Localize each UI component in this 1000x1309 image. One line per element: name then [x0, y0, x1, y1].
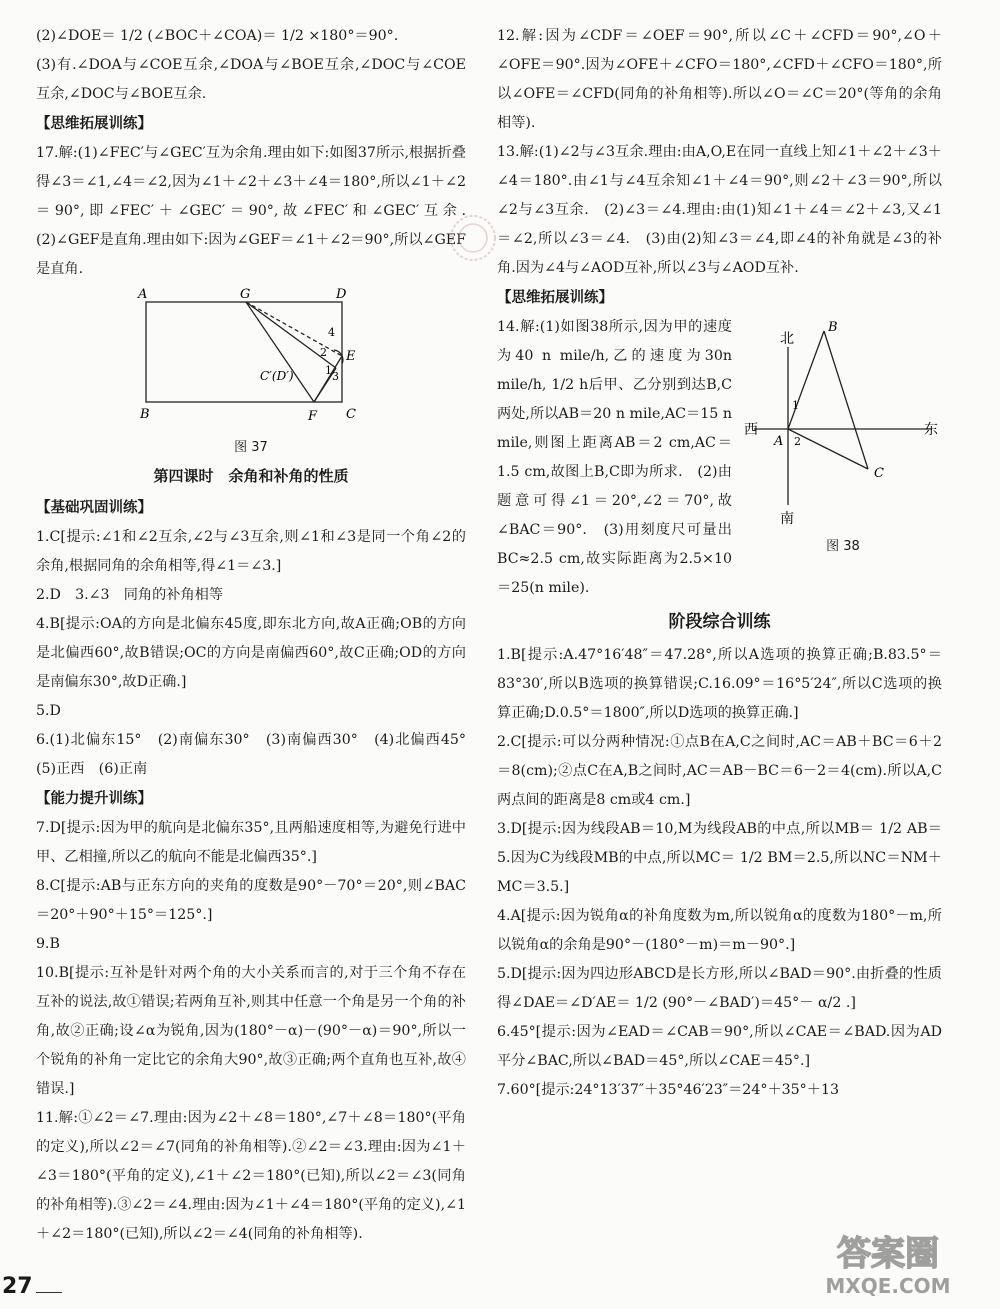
- chapter-title: 阶段综合训练: [668, 612, 771, 632]
- paragraph: 14.解:(1)如图38所示,因为甲的速度为40 n mile/h,乙的速度为30n mile/h, 1/2 h后甲、乙分别到达B,C两处,所以AB＝20 n mile,AC＝15 n mile,则图上距离AB＝2 cm,AC＝1.5 cm,故图上B,C即为所求. (2)由题意可得∠1＝20°,∠2＝70°,故∠BAC＝90°. (3)用刻度尺可量出BC≈2.5 cm,故实际距离为2.5×10＝25(n mile).: [497, 319, 732, 596]
- paragraph: (2)∠DOE＝ 1/2 (∠BOC＋∠COA)＝ 1/2 ×180°＝90°.: [36, 28, 399, 44]
- fig38-label-a: A: [774, 434, 784, 449]
- paragraph: 2.C[提示:可以分两种情况:①点B在A,C之间时,AC＝AB＋BC＝6＋2＝8(cm);②点C在A,B之间时,AC＝AB－BC＝6－2＝4(cm).所以A,C两点间的距离是8 cm或4 cm.]: [497, 734, 942, 808]
- watermark-line2: MXQE.COM: [825, 1274, 951, 1298]
- section-heading: 【思维拓展训练】: [497, 290, 613, 306]
- lesson-title: 第四课时 余角和补角的性质: [153, 467, 349, 485]
- paragraph: (3)有.∠DOA与∠COE互余,∠DOA与∠BOE互余,∠DOC与∠COE互余,∠DOC与∠BOE互余.: [36, 57, 466, 102]
- paragraph: 6.(1)北偏东15° (2)南偏东30° (3)南偏西30° (4)北偏西45° (5)正西 (6)正南: [36, 732, 481, 777]
- fig38-label-east: 东: [924, 422, 938, 438]
- paragraph: 7.D[提示:因为甲的航向是北偏东35°,且两船速度相等,为避免行进中甲、乙相撞,所以乙的航向不能是北偏西35°.]: [36, 820, 466, 865]
- right-column: [497, 22, 942, 1105]
- paragraph: 4.A[提示:因为锐角α的补角度数为m,所以锐角α的度数为180°－m,所以锐角α的余角是90°－(180°－m)＝m－90°.]: [497, 908, 942, 953]
- fig38-label-west: 西: [744, 422, 758, 438]
- section-heading: 【思维拓展训练】: [36, 116, 152, 132]
- fig38-label-c: C: [874, 466, 884, 481]
- paragraph: 12.解:因为∠CDF＝∠OEF＝90°,所以∠C＋∠CFD＝90°,∠O＋∠OFE＝90°.因为∠OFE＋∠CFO＝180°,∠CFD＋∠CFO＝180°,所以∠OFE＝∠CFD(同角的补角相等).所以∠O＝∠C＝20°(等角的余角相等).: [497, 28, 942, 131]
- paragraph: 5.D: [36, 703, 61, 719]
- fig37-label-b: B: [140, 407, 150, 422]
- fig37-label-3: 3: [332, 370, 339, 383]
- problem-14-block: [497, 313, 942, 603]
- fig37-label-d: D: [336, 287, 347, 302]
- page-number-rule: [36, 1292, 62, 1293]
- paragraph: 9.B: [36, 936, 60, 952]
- page-number: 27: [2, 1274, 33, 1299]
- watermark-logo: [788, 1223, 988, 1301]
- figure-38-wrap: [744, 319, 942, 558]
- watermark-line1: 答案圈: [837, 1234, 939, 1274]
- left-column: [36, 22, 481, 1249]
- figure-37: [36, 284, 466, 434]
- fig37-label-g: G: [240, 287, 251, 302]
- fig37-label-a: A: [138, 287, 148, 302]
- figure-caption: 图 37: [234, 440, 268, 455]
- fig37-label-2: 2: [320, 346, 327, 359]
- fig38-label-south: 南: [780, 511, 794, 527]
- fig37-label-1: 1: [325, 364, 332, 377]
- fig37-label-c: C: [346, 407, 356, 422]
- paragraph: 17.解:(1)∠FEC′与∠GEC′互为余角.理由如下:如图37所示,根据折叠得∠3＝∠1,∠4＝∠2,因为∠1＋∠2＋∠3＋∠4＝180°,所以∠1＋∠2＝90°,即∠FEC′＋∠GEC′＝90°,故∠FEC′和∠GEC′互余. (2)∠GEF是直角.理由如下:因为∠GEF＝∠1＋∠2＝90°,所以∠GEF是直角.: [36, 145, 481, 277]
- section-heading: 【基础巩固训练】: [36, 500, 152, 516]
- paragraph: 10.B[提示:互补是针对两个角的大小关系而言的,对于三个角不存在互补的说法,故①错误;若两角互补,则其中任意一个角是另一个角的补角,故②正确;设∠α为锐角,因为(180°－α)－(90°－α)＝90°,所以一个锐角的补角一定比它的余角大90°,故③正确;两个直角也互补,故④错误.]: [36, 965, 466, 1097]
- fig38-label-b: B: [828, 320, 838, 335]
- figure-38: [744, 319, 942, 529]
- paragraph: 13.解:(1)∠2与∠3互余.理由:由A,O,E在同一直线上知∠1＋∠2＋∠3＋∠4＝180°.由∠1与∠4互余知∠1＋∠4＝90°,则∠2＋∠3＝90°,所以∠2与∠3互余. (2)∠3＝∠4.理由:由(1)知∠1＋∠4＝∠2＋∠3,又∠1＝∠2,所以∠3＝∠4. (3)由(2)知∠3＝∠4,即∠4的补角就是∠3的补角.因为∠4与∠AOD互补,所以∠3与∠AOD互补.: [497, 144, 942, 276]
- fig37-label-e: E: [346, 349, 356, 364]
- fig37-label-cprime: C′(D′): [260, 369, 294, 383]
- paragraph: 7.60°[提示:24°13′37″＋35°46′23″＝24°＋35°＋13: [497, 1082, 840, 1098]
- paragraph: 4.B[提示:OA的方向是北偏东45度,即东北方向,故A正确;OB的方向是北偏西60°,故B错误;OC的方向是南偏西60°,故C正确;OD的方向是南偏东30°,故D正确.]: [36, 616, 466, 690]
- paragraph: 1.B[提示:A.47°16′48″＝47.28°,所以A选项的换算正确;B.83.5°＝83°30′,所以B选项的换算错误;C.16.09°＝16°5′24″,所以C选项的换算正确;D.0.5°＝1800″,所以D选项的换算正确.]: [497, 647, 942, 721]
- figure-38-caption: 图 38: [826, 539, 860, 554]
- paragraph: 8.C[提示:AB与正东方向的夹角的度数是90°－70°＝20°,则∠BAC＝20°＋90°＋15°＝125°.]: [36, 878, 466, 923]
- fig38-label-north: 北: [780, 331, 794, 347]
- fig37-label-4: 4: [328, 326, 335, 339]
- paragraph: 3.D[提示:因为线段AB＝10,M为线段AB的中点,所以MB＝ 1/2 AB＝5.因为C为线段MB的中点,所以MC＝ 1/2 BM＝2.5,所以NC＝NM＋MC＝3.5.]: [497, 821, 942, 895]
- paragraph: 11.解:①∠2＝∠7.理由:因为∠2＋∠8＝180°,∠7＋∠8＝180°(平角的定义),所以∠2＝∠7(同角的补角相等).②∠2＝∠3.理由:因为∠1＋∠3＝180°(平角的定义),∠1＋∠2＝180°(已知),所以∠2＝∠3(同角的补角相等).③∠2＝∠4.理由:因为∠1＋∠4＝180°(平角的定义),∠1＋∠2＝180°(已知),所以∠2＝∠4(同角的补角相等).: [36, 1110, 466, 1242]
- paragraph: 1.C[提示:∠1和∠2互余,∠2与∠3互余,则∠1和∠3是同一个角∠2的余角,根据同角的余角相等,得∠1＝∠3.]: [36, 529, 466, 574]
- paragraph: 5.D[提示:因为四边形ABCD是长方形,所以∠BAD＝90°.由折叠的性质得∠DAE＝∠D′AE＝ 1/2 (90°－∠BAD′)＝45°－ α/2 .]: [497, 966, 942, 1011]
- paragraph: 6.45°[提示:因为∠EAD＝∠CAB＝90°,所以∠CAE＝∠BAD.因为AD平分∠BAC,所以∠BAD＝45°,所以∠CAE＝45°.]: [497, 1024, 942, 1069]
- stamp-icon: [447, 212, 499, 264]
- paragraph: 2.D 3.∠3 同角的补角相等: [36, 587, 224, 603]
- section-heading: 【能力提升训练】: [36, 791, 152, 807]
- fig38-label-1: 1: [792, 399, 799, 412]
- fig38-label-2: 2: [794, 435, 801, 448]
- fig37-label-f: F: [308, 409, 318, 424]
